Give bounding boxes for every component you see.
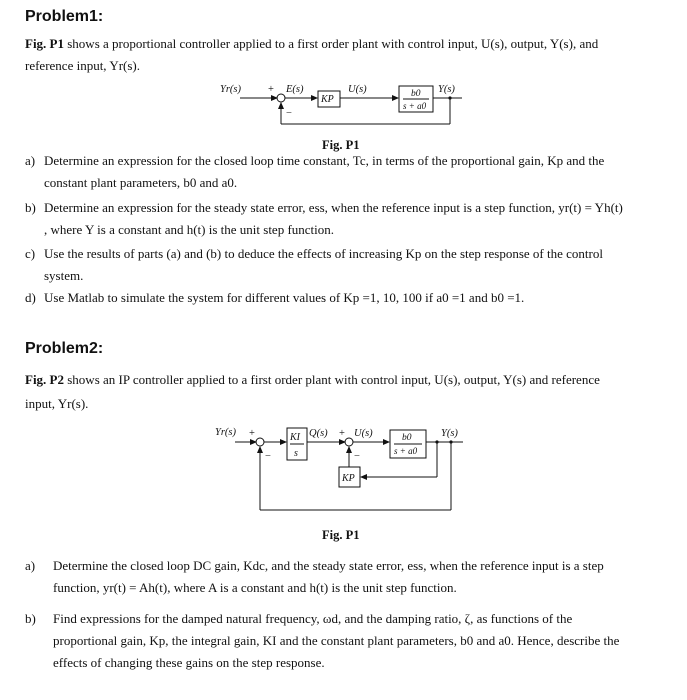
p2-item-b-letter: b) — [25, 611, 36, 626]
problem1-intro-text: shows a proportional controller applied to a first order plant with control input, U(s), output, Y(s), and — [64, 36, 599, 51]
p1-item-c-line2: system. — [44, 268, 84, 283]
p1-yr-label: Yr(s) — [220, 84, 242, 95]
p1-plus-sign: + — [268, 84, 274, 95]
p1-item-c-letter: c) — [25, 246, 36, 261]
p2-item-b-line1: Find expressions for the damped natural frequency, ωd, and the damping ratio, ζ, as functions of the — [53, 611, 573, 626]
p2-item-a-letter: a) — [25, 558, 36, 573]
problem2-fig-ref: Fig. P2 — [25, 372, 64, 387]
p1-item-b-letter: b) — [25, 200, 36, 215]
p1-summing-junction — [277, 94, 285, 102]
p2-tf-den: s + a0 — [394, 446, 418, 456]
problem2-title: Problem2: — [25, 340, 104, 357]
p1-tf-num: b0 — [411, 89, 421, 99]
problem2-intro-line2: input, Yr(s). — [25, 396, 89, 411]
p2-ki-den: s — [294, 448, 298, 459]
problem1-fig-ref: Fig. P1 — [25, 36, 64, 51]
fig-p1-block-diagram — [210, 80, 470, 138]
p2-q-label: Q(s) — [309, 428, 328, 439]
p2-minus-sign-2: − — [354, 451, 360, 462]
p1-item-a-letter: a) — [25, 153, 36, 168]
p2-minus-sign-1: − — [265, 451, 271, 462]
problem1-intro-line2: reference input, Yr(s). — [25, 58, 141, 73]
p1-u-label: U(s) — [348, 84, 367, 95]
p2-plus-sign-2: + — [339, 428, 345, 439]
p2-item-b-line3: effects of changing these gains on the step response. — [53, 655, 325, 670]
p1-item-b-line1: Determine an expression for the steady state error, ess, when the reference input is a step function, yr(t) = Yh(t) — [44, 200, 623, 215]
p2-summing-junction-1 — [256, 438, 264, 446]
p1-item-b-line2: , where Y is a constant and h(t) is the unit step function. — [44, 222, 335, 237]
problem1-caption: Fig. P1 — [322, 138, 360, 152]
p1-item-a-line1: Determine an expression for the closed loop time constant, Tc, in terms of the proportional gain, Kp and the — [44, 153, 605, 168]
problem1-intro-line1 — [25, 33, 670, 55]
p2-tf-num: b0 — [402, 433, 412, 443]
p1-kp-label: KP — [321, 94, 334, 105]
p2-ki-num: KI — [290, 432, 300, 443]
p2-u-label: U(s) — [354, 428, 373, 439]
p1-item-d-letter: d) — [25, 290, 36, 305]
fig-p2-block-diagram — [205, 422, 485, 522]
p1-e-label: E(s) — [286, 84, 304, 95]
p2-item-a-line1: Determine the closed loop DC gain, Kdc, and the steady state error, ess, when the reference input is a step — [53, 558, 604, 573]
p1-item-d-line1: Use Matlab to simulate the system for different values of Kp =1, 10, 100 if a0 =1 and b0 =1. — [44, 290, 525, 305]
p2-y-label: Y(s) — [441, 428, 458, 439]
p2-yr-label: Yr(s) — [215, 427, 237, 438]
p1-item-c-line1: Use the results of parts (a) and (b) to deduce the effects of increasing Kp on the step response of the control — [44, 246, 603, 261]
p2-item-b-line2: proportional gain, Kp, the integral gain, KI and the constant plant parameters, b0 and a0. Hence, describe the — [53, 633, 620, 648]
problem2-intro-text: shows an IP controller applied to a first order plant with control input, U(s), output, Y(s) and reference — [64, 372, 600, 387]
p2-kp-label: KP — [342, 473, 355, 484]
problem2-caption: Fig. P1 — [322, 528, 360, 542]
p2-plus-sign-1: + — [249, 428, 255, 439]
p2-summing-junction-2 — [345, 438, 353, 446]
problem2-intro-line1 — [25, 369, 670, 391]
p2-item-a-line2: function, yr(t) = Ah(t), where A is a constant and h(t) is the unit step function. — [53, 580, 457, 595]
p1-y-label: Y(s) — [438, 84, 455, 95]
problem1-title: Problem1: — [25, 8, 104, 25]
p1-minus-sign: − — [286, 108, 292, 119]
p1-item-a-line2: constant plant parameters, b0 and a0. — [44, 175, 238, 190]
p1-tf-den: s + a0 — [403, 101, 427, 111]
